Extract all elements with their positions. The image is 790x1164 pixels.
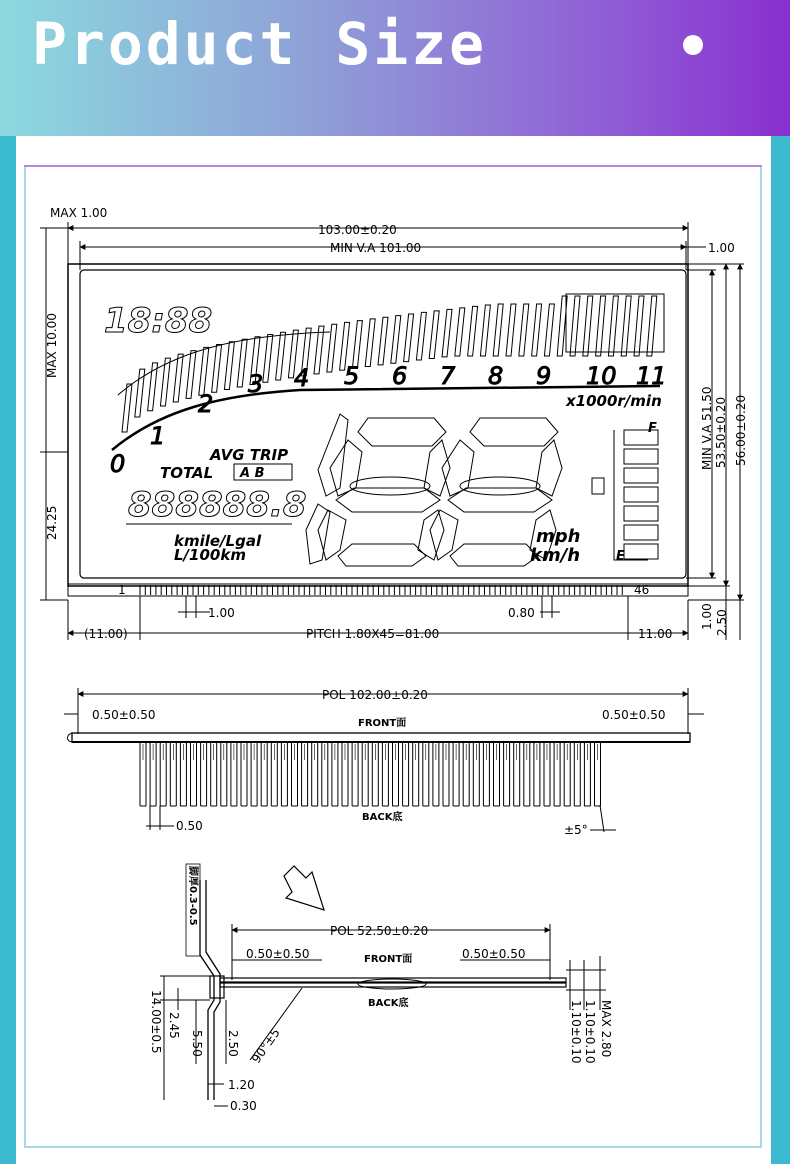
detail-back-label: BACK底 [368,998,409,1009]
side-back-label: BACK底 [362,812,403,823]
clock-digits: 18:88 [104,301,213,341]
rpm-scale-label: 4 [294,364,310,392]
front-view [40,222,744,640]
unit-kmh: km/h [530,545,581,566]
rpm-bar [314,326,324,374]
rpm-bar [199,347,209,395]
rpm-scale-label: 0 [110,450,126,478]
rpm-scale-label: 10 [586,362,617,390]
rpm-bar [404,314,414,362]
rpm-scale-label: 2 [198,390,214,418]
odometer-digits: 888888.8 [128,485,307,525]
rpm-bar [442,309,452,357]
rpm-scale-label: 6 [392,362,408,390]
rpm-bar [634,296,644,356]
page-title: Product Size [32,10,488,78]
fuel-bar [624,525,658,540]
detail-245-label: 2.45 [167,1012,181,1039]
rpm-bar [416,312,426,360]
fuel-bar [624,449,658,464]
left-margin-label: (11.00) [84,627,128,641]
pin-gap-label: 0.80 [508,606,535,620]
right-margin-label: 11.00 [638,627,673,641]
rpm-scale-label: 1 [150,422,166,450]
rpm-scale-label: 9 [536,362,552,390]
rpm-bar [544,304,554,356]
rpm-bar [532,304,542,356]
unit-mph: mph [536,526,581,547]
detail-left-overhang: 0.50±0.50 [246,947,310,961]
rpm-bar [391,316,401,364]
rpm-bar [570,296,580,356]
pitch-label: PITCH 1.80X45=81.00 [306,627,440,641]
pin-offset-label: 1.00 [700,603,714,630]
fuel-bar [624,544,658,559]
detail-550-label: 5.50 [190,1030,204,1057]
speed-digit-1 [318,418,450,566]
rpm-bar [212,344,222,392]
side-pin-thickness: 0.50 [176,819,203,833]
pin-length-label: 2.50 [715,609,729,636]
max-left-label: MAX 10.00 [45,313,59,378]
detail-right-overhang: 0.50±0.50 [462,947,526,961]
detail-110b-label: 1.10±0.10 [583,1000,597,1064]
rpm-bar [493,304,503,356]
rpm-scale-label: 11 [636,362,667,390]
rpm-bar [148,363,158,411]
rpm-bar [647,296,657,356]
side-front-label: FRONT面 [358,718,407,729]
rpm-scale-label: 8 [488,362,504,390]
rpm-bar [327,324,337,372]
rpm-bar [276,332,286,380]
lcd-texts [110,362,667,566]
glass-height-label: 53.50±0.20 [714,396,728,468]
detail-max-label: MAX 2.80 [599,1000,613,1058]
fuel-empty-label: E [616,549,625,564]
rpm-bar [506,304,516,356]
max-top-label: MAX 1.00 [50,206,108,220]
rpm-bar [365,319,375,367]
pin-last-label: 46 [634,583,650,597]
rpm-bar [480,305,490,356]
module-height-label: 56.00±0.20 [734,394,748,466]
rpm-bar [122,384,132,432]
side-left-overhang: 0.50±0.50 [92,708,156,722]
rpm-bar [237,339,247,387]
rpm-scale-label: 3 [248,370,264,398]
fuel-bar [624,487,658,502]
fuel-bar [624,506,658,521]
min-va-width-label: MIN V.A 101.00 [330,241,422,255]
pin-width-label: 1.00 [208,606,235,620]
fuel-bar [624,468,658,483]
pin-first-label: 1 [118,583,126,597]
rpm-bar [224,342,234,390]
detail-110a-label: 1.10±0.10 [569,1000,583,1064]
detail-radius-label: 90°±5 [248,1025,283,1066]
rpm-bar [186,351,196,399]
detail-view [160,864,606,1106]
overall-width-label: 103.00±0.20 [318,223,397,237]
rpm-bar [519,304,529,356]
min-va-height-label: MIN V.A 51.50 [700,386,714,470]
rpm-bar [608,296,618,356]
detail-height-label: 14.00±0.5 [149,990,163,1054]
detail-dim-labels [149,866,613,1113]
unit-l100km: L/100km [174,546,246,564]
detail-front-label: FRONT面 [364,954,413,965]
left-offset-label: 24.25 [45,505,59,540]
rpm-bar [583,296,593,356]
avg-trip-label: AVG TRIP [210,446,289,464]
total-label: TOTAL [160,464,214,482]
ab-label: A B [240,466,265,481]
fuel-full-label: F [648,421,657,436]
side-pins [140,742,601,806]
rpm-bar [263,334,273,382]
rpm-bar [455,308,465,356]
unit-kmile: kmile/Lgal [174,532,262,550]
detail-pin-note: 脚厚0.3-0.5 [187,866,198,926]
rpm-unit: x1000r/min [566,392,662,410]
fuel-gauge [614,430,658,560]
fuel-pump-icon [592,478,604,494]
rpm-bar [468,306,478,356]
rpm-bar [378,317,388,365]
rpm-bar [596,296,606,356]
detail-250-label: 2.50 [226,1030,240,1057]
side-angle-label: ±5° [564,823,588,837]
side-right-overhang: 0.50±0.50 [602,708,666,722]
detail-030-label: 0.30 [230,1099,257,1113]
rpm-bar [160,358,170,406]
detail-120-label: 1.20 [228,1078,255,1092]
rpm-scale-label: 7 [440,362,456,390]
rpm-scale-label: 5 [344,362,360,390]
rpm-bar [173,354,183,402]
detail-pol-label: POL 52.50±0.20 [330,924,429,938]
view-arrow-icon [284,866,324,910]
right-offset-label: 1.00 [708,241,735,255]
side-pol-label: POL 102.00±0.20 [322,688,428,702]
rpm-bar [429,311,439,359]
rpm-bar [621,296,631,356]
